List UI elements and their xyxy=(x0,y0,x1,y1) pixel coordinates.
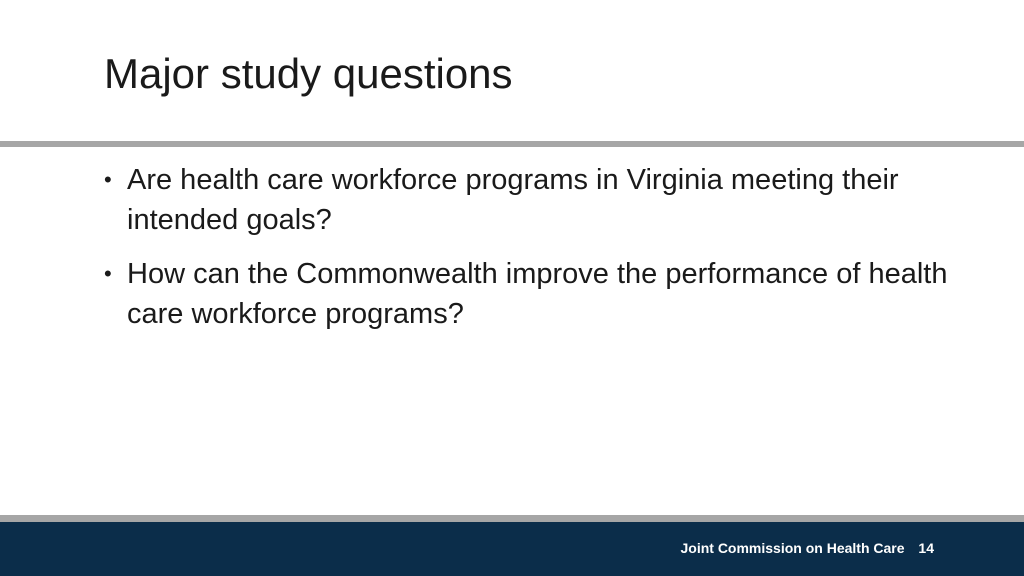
bullet-item xyxy=(104,254,954,334)
title-divider xyxy=(0,141,1024,147)
footer-divider xyxy=(0,515,1024,522)
bullet-list xyxy=(104,160,954,348)
bullet-item xyxy=(104,160,954,240)
bullet-icon: • xyxy=(104,261,112,286)
bullet-text: Are health care workforce programs in Virginia meeting their intended goals? xyxy=(127,164,899,236)
bullet-text: How can the Commonwealth improve the performance of health care workforce programs? xyxy=(127,258,948,330)
footer-organization: Joint Commission on Health Care xyxy=(680,540,905,556)
page-number: 14 xyxy=(918,540,934,556)
footer xyxy=(680,540,934,556)
slide-title: Major study questions xyxy=(104,50,513,97)
bullet-icon: • xyxy=(104,167,112,192)
